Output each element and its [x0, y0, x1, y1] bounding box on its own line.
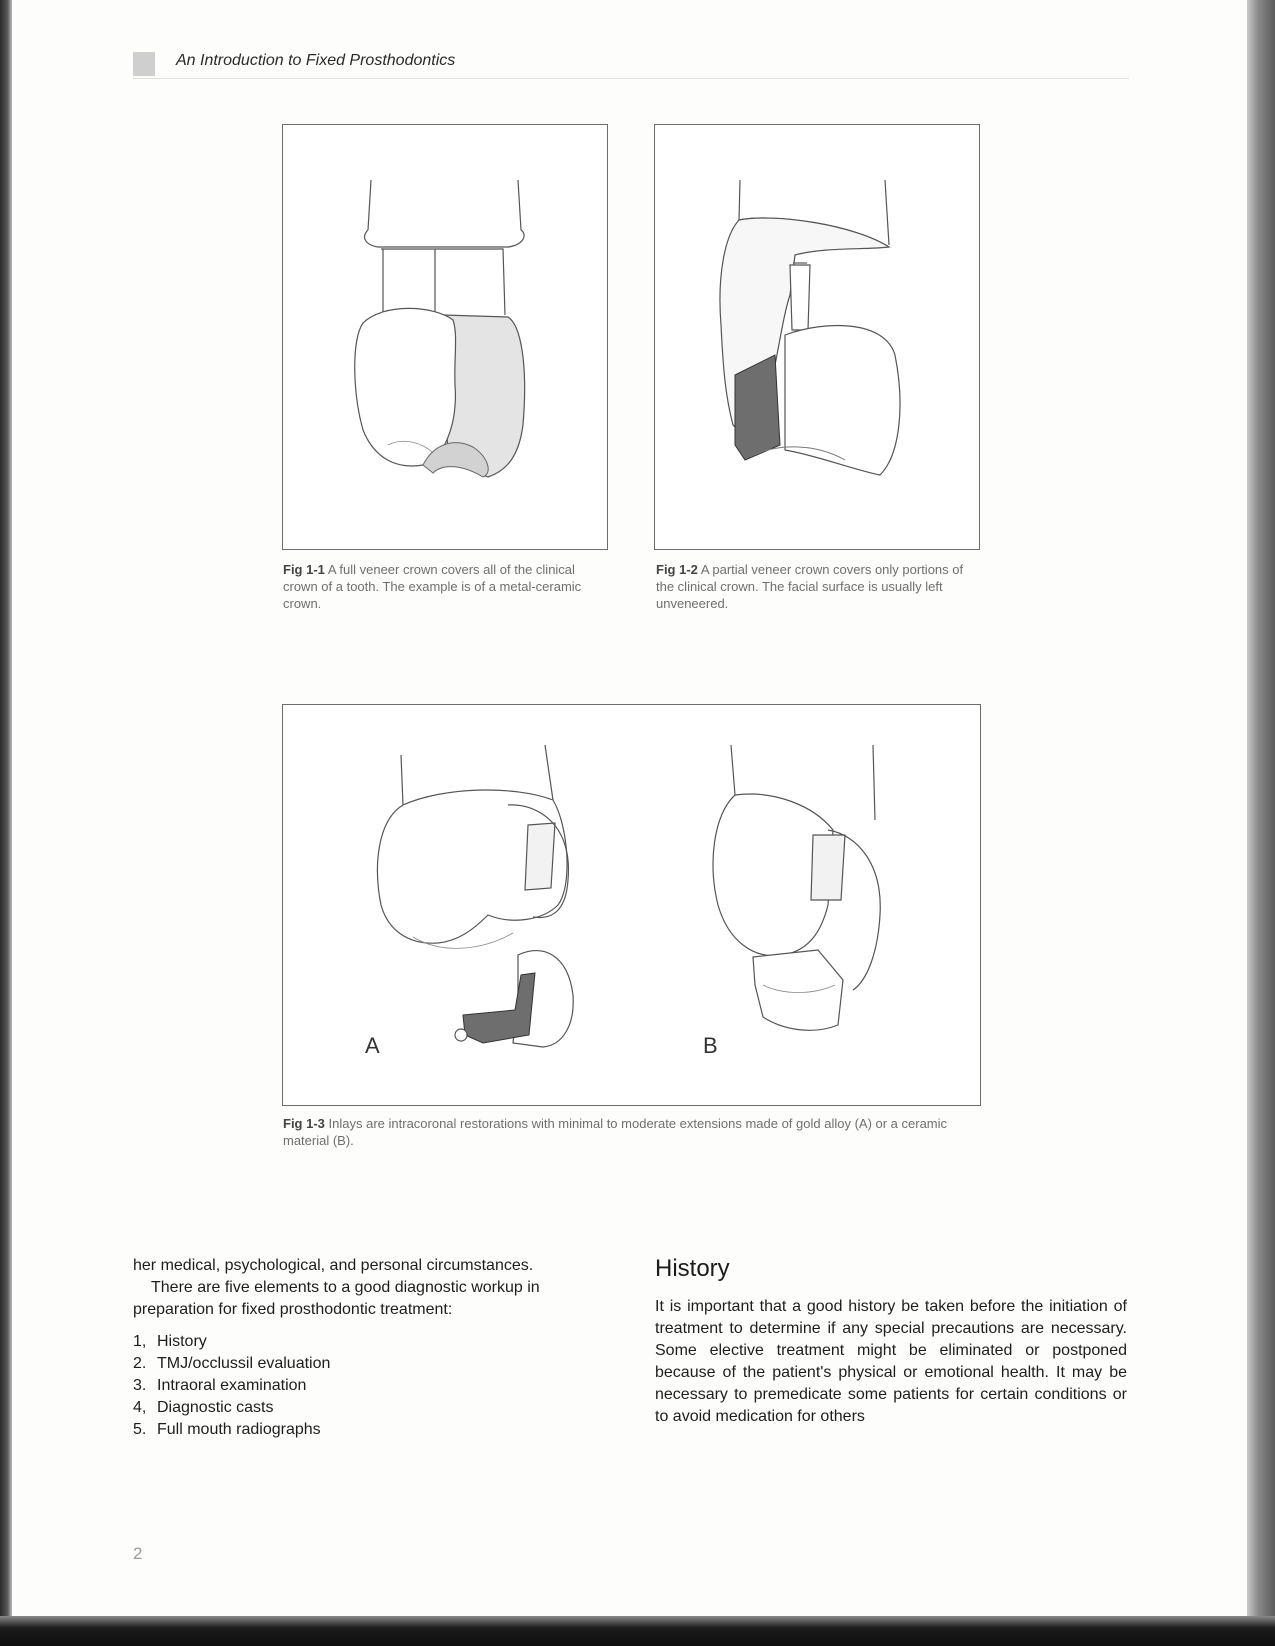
running-header [133, 50, 1129, 79]
header-mark [133, 52, 155, 76]
figure-1-2-caption [656, 561, 981, 612]
left-column [133, 1255, 603, 1441]
list-item: 5. Full mouth radiographs [133, 1421, 321, 1438]
figure-1-1-caption [283, 561, 608, 612]
list-item: 1, History [133, 1333, 207, 1350]
figure-1-3-text: Inlays are intracoronal restorations with minimal to moderate extensions made of gold alloy (A) or a ceramic material (B). [283, 1116, 948, 1148]
figure-1-1-text: A full veneer crown covers all of the clinical crown of a tooth. The example is of a metal-ceramic crown. [283, 562, 582, 611]
figure-1-3-illustration [283, 705, 980, 1105]
section-heading: History [655, 1255, 730, 1282]
left-para-1: her medical, psychological, and personal circumstances. [133, 1257, 534, 1274]
header-title: An Introduction to Fixed Prosthodontics [176, 52, 456, 69]
diagnostic-list [133, 1331, 603, 1441]
figure-1-1-label: Fig 1-1 [283, 562, 325, 577]
figure-1-3-caption [283, 1115, 988, 1149]
figure-1-3-part-b: B [703, 1033, 718, 1058]
left-para-2: There are five elements to a good diagnostic workup in preparation for fixed prosthodontic treatment: [133, 1279, 540, 1318]
scan-edge-bottom [0, 1616, 1275, 1646]
figure-1-3-label: Fig 1-3 [283, 1116, 325, 1131]
figure-1-2-illustration [655, 125, 979, 549]
figure-1-1-illustration [283, 125, 607, 549]
scan-edge-right [1247, 0, 1275, 1646]
list-item: 4, Diagnostic casts [133, 1399, 274, 1416]
history-paragraph: It is important that a good history be taken before the initiation of treatment to determine if any special precautions are necessary. Some elective treatment might be eliminated or postponed because of the patient's physical or emotional health. It may be necessary to premedicate some patients for certain conditions or to avoid medication for others [655, 1298, 1127, 1425]
figure-1-2 [654, 124, 980, 550]
figure-1-1 [282, 124, 608, 550]
list-item: 2. TMJ/occlussil evaluation [133, 1355, 331, 1372]
figure-1-3-part-a: A [365, 1033, 380, 1058]
scan-edge-left [0, 0, 12, 1646]
list-item: 3. Intraoral examination [133, 1377, 307, 1394]
figure-1-2-text: A partial veneer crown covers only portions of the clinical crown. The facial surface is usually left unveneered. [656, 562, 964, 611]
right-column [655, 1254, 1127, 1428]
figure-1-3 [282, 704, 981, 1106]
figure-1-2-label: Fig 1-2 [656, 562, 698, 577]
page-number: 2 [133, 1544, 143, 1563]
